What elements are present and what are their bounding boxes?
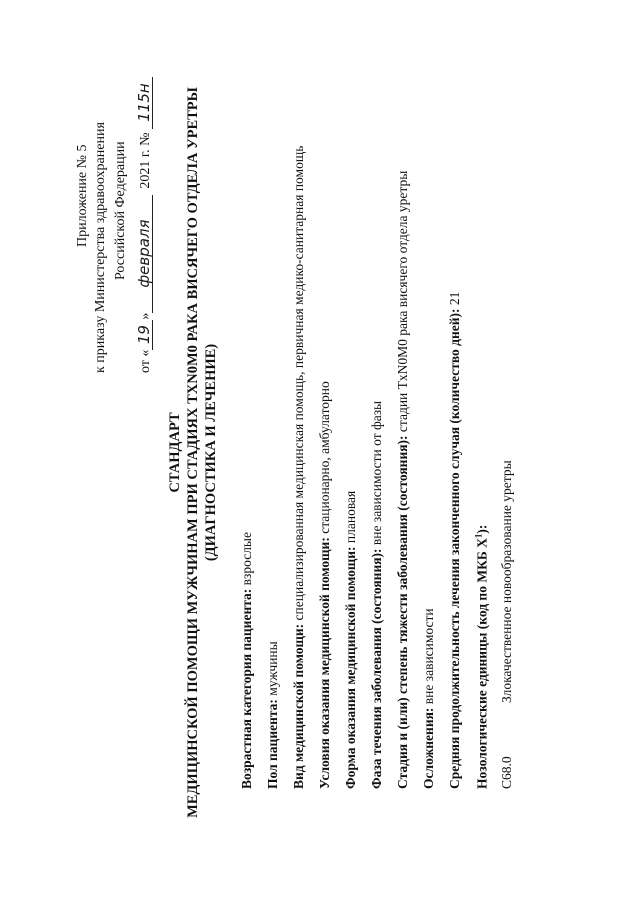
appendix-date-line — [137, 77, 153, 373]
field-complications — [422, 608, 436, 789]
order-number: 115н — [137, 77, 153, 129]
footnote-marker: 1 — [473, 533, 483, 539]
appendix-country: Российской Федерации — [113, 141, 128, 280]
standard-title: МЕДИЦИНСКОЙ ПОМОЩИ МУЖЧИНАМ ПРИ СТАДИЯХ TXN0M0 РАКА ВИСЯЧЕГО ОТДЕЛА УРЕТРЫ — [185, 87, 201, 818]
field-label: Пол пациента: — [265, 699, 280, 789]
field-label: Возрастная категория пациента: — [239, 588, 254, 789]
field-age-category — [240, 532, 254, 789]
field-label: Осложнения: — [421, 707, 436, 789]
field-label: Нозологические единицы (код по МКБ X — [474, 538, 490, 789]
field-label: Вид медицинской помощи: — [291, 623, 306, 789]
field-nosology-units — [474, 525, 489, 789]
icd-name: Злокачественное новообразование уретры — [499, 460, 514, 703]
field-value: мужчины — [265, 641, 280, 700]
field-disease-stage — [396, 171, 410, 789]
field-sex — [266, 641, 280, 789]
field-label: Условия оказания медицинской помощи: — [317, 537, 332, 789]
field-label: Средняя продолжительность лечения законченного случая (количество дней): — [447, 308, 462, 789]
field-disease-phase — [370, 401, 384, 789]
field-label: Стадия и (или) степень тяжести заболевания (состояния): — [395, 435, 410, 789]
appendix-order-text: к приказу Министерства здравоохранения — [93, 122, 108, 373]
field-care-form — [344, 491, 358, 789]
standard-heading: СТАНДАРТ — [167, 412, 183, 493]
field-care-type — [292, 146, 306, 789]
icd-code: C68.0 — [499, 756, 514, 789]
date-year: 2021 г. № — [138, 132, 153, 189]
field-value: вне зависимости от фазы — [369, 400, 384, 549]
field-value: специализированная медицинская помощь, первичная медико-санитарная помощь — [291, 145, 306, 624]
field-value: стационарно, амбулаторно — [317, 381, 332, 538]
field-value: 21 — [447, 291, 462, 309]
field-value: вне зависимости — [421, 608, 436, 708]
appendix-number: Приложение № 5 — [75, 144, 90, 247]
field-label: Форма оказания медицинской помощи: — [343, 546, 358, 789]
field-value: стадии TxN0M0 рака висячего отдела уретры — [395, 170, 410, 436]
date-mid: » — [138, 312, 153, 320]
date-prefix: от « — [138, 349, 153, 373]
field-treatment-duration — [448, 292, 462, 789]
date-month: февраля — [137, 195, 153, 313]
standard-subtitle: (ДИАГНОСТИКА И ЛЕЧЕНИЕ) — [203, 343, 219, 562]
field-value: плановая — [343, 490, 358, 547]
field-label-end: ): — [474, 524, 490, 534]
field-label: Фаза течения заболевания (состояния): — [369, 548, 384, 789]
date-day: 19 — [137, 320, 153, 350]
field-care-conditions — [318, 381, 332, 789]
field-value: взрослые — [239, 532, 254, 589]
